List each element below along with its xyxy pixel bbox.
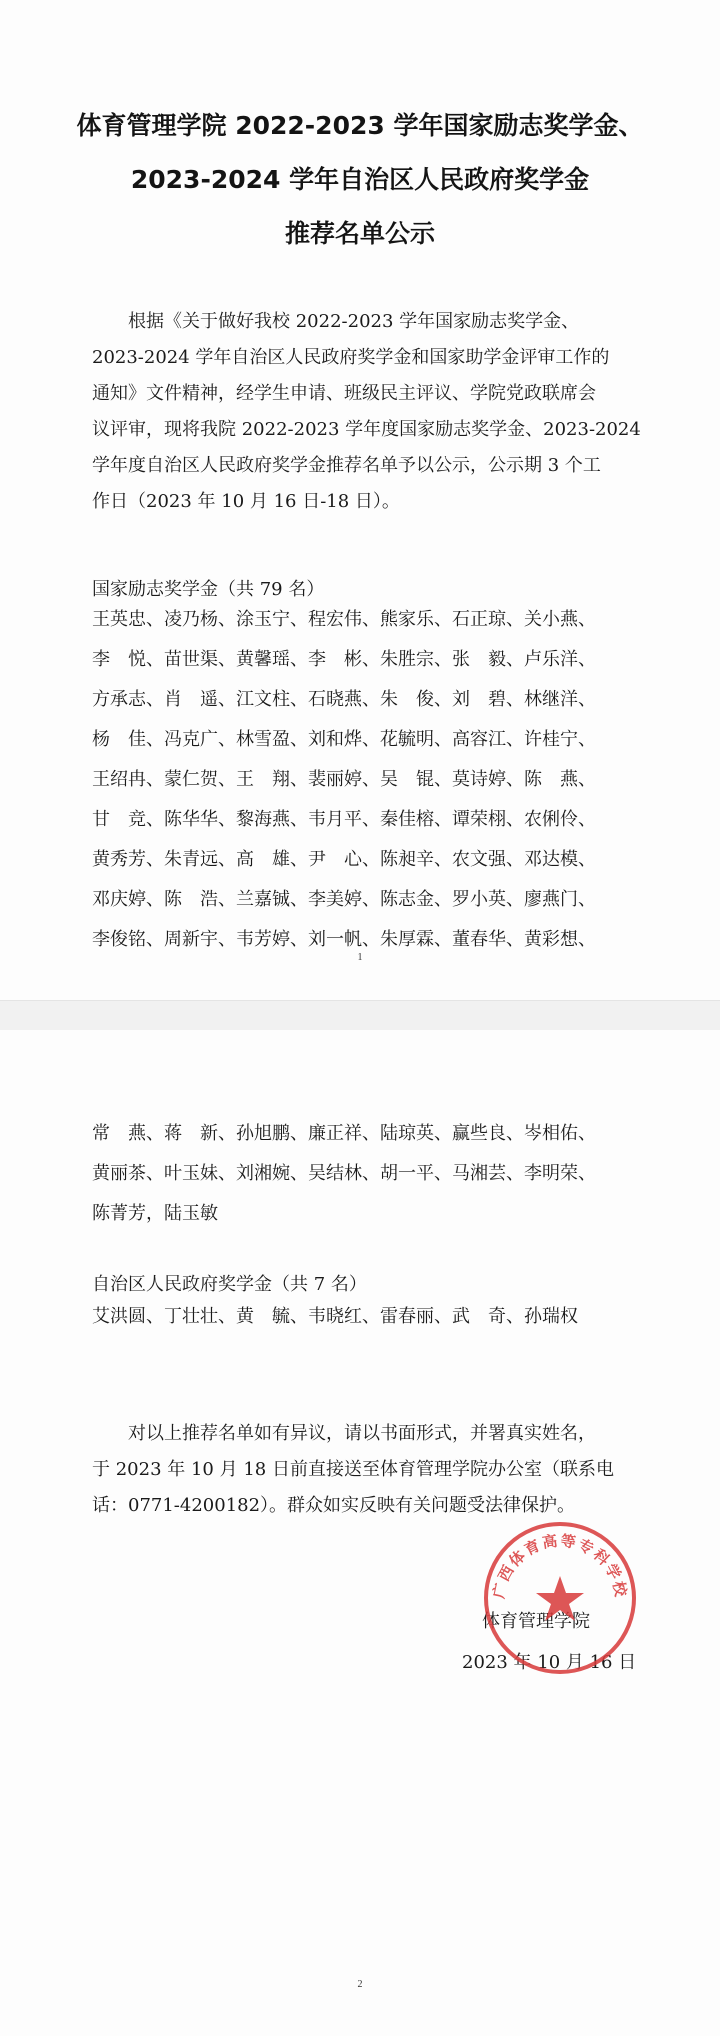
regional-scholarship-heading: 自治区人民政府奖学金（共 7 名） [92, 1274, 367, 1295]
national-scholarship-heading: 国家励志奖学金（共 79 名） [92, 579, 325, 600]
intro-paragraph [92, 304, 640, 520]
official-seal-stamp [480, 1518, 640, 1678]
names-line: 杨 佳、冯克广、林雪盈、刘和烨、花毓明、高容江、许桂宁、 [92, 729, 596, 750]
document-page-1 [0, 0, 720, 1000]
names-line: 陈菁芳，陆玉敏 [92, 1203, 218, 1224]
names-line: 甘 竞、陈华华、黎海燕、韦月平、秦佳榕、谭荣栩、农俐伶、 [92, 809, 596, 830]
intro-line: 通知》文件精神，经学生申请、班级民主评议、学院党政联席会 [92, 383, 596, 404]
seal-star-icon [536, 1576, 584, 1621]
page-separator [0, 1000, 720, 1032]
national-names-list-page-1 [92, 600, 652, 960]
document-title-line-3: 推荐名单公示 [284, 219, 435, 248]
names-line: 李 悦、苗世渠、黄馨瑶、李 彬、朱胜宗、张 毅、卢乐洋、 [92, 649, 596, 670]
intro-line: 作日（2023 年 10 月 16 日-18 日）。 [92, 491, 400, 512]
objection-paragraph [92, 1416, 640, 1524]
objection-line: 对以上推荐名单如有异议，请以书面形式，并署真实姓名， [128, 1423, 596, 1444]
names-line: 方承志、肖 遥、江文柱、石晓燕、朱 俊、刘 碧、林继洋、 [92, 689, 596, 710]
page-number: 2 [357, 1979, 363, 1990]
names-line: 常 燕、蒋 新、孙旭鹏、廉正祥、陆琼英、赢些良、岑相佑、 [92, 1123, 596, 1144]
names-line: 艾洪圆、丁壮壮、黄 毓、韦晓红、雷春丽、武 奇、孙瑞权 [92, 1306, 578, 1327]
national-names-list-page-2 [92, 1114, 652, 1234]
seal-text: 广西体育高等专科学校 [489, 1531, 631, 1600]
page-number: 1 [357, 952, 363, 963]
intro-line: 根据《关于做好我校 2022-2023 学年国家励志奖学金、 [128, 311, 580, 332]
intro-line: 议评审，现将我院 2022-2023 学年度国家励志奖学金、2023-2024 [92, 419, 641, 440]
intro-line: 学年度自治区人民政府奖学金推荐名单予以公示，公示期 3 个工 [92, 455, 601, 476]
names-line: 王英忠、凌乃杨、涂玉宁、程宏伟、熊家乐、石正琼、关小燕、 [92, 609, 596, 630]
names-line: 黄秀芳、朱青远、高 雄、尹 心、陈昶辛、农文强、邓达模、 [92, 849, 596, 870]
signature-organization: 体育管理学院 [482, 1611, 590, 1632]
objection-line: 于 2023 年 10 月 18 日前直接送至体育管理学院办公室（联系电 [92, 1459, 614, 1480]
names-line: 黄丽茶、叶玉妹、刘湘婉、吴结林、胡一平、马湘芸、李明荣、 [92, 1163, 596, 1184]
signature-date: 2023 年 10 月 16 日 [462, 1652, 637, 1673]
names-line: 王绍冉、蒙仁贺、王 翔、裴丽婷、吴 锟、莫诗婷、陈 燕、 [92, 769, 596, 790]
document-title-line-2: 2023-2024 学年自治区人民政府奖学金 [130, 165, 590, 194]
names-line: 邓庆婷、陈 浩、兰嘉铖、李美婷、陈志金、罗小英、廖燕门、 [92, 889, 596, 910]
names-line: 李俊铭、周新宇、韦芳婷、刘一帆、朱厚霖、董春华、黄彩想、 [92, 929, 596, 950]
document-title-line-1: 体育管理学院 2022-2023 学年国家励志奖学金、 [76, 111, 644, 140]
objection-line: 话：0771-4200182）。群众如实反映有关问题受法律保护。 [92, 1495, 576, 1516]
intro-line: 2023-2024 学年自治区人民政府奖学金和国家助学金评审工作的 [92, 347, 610, 368]
regional-names-list [92, 1297, 652, 1337]
